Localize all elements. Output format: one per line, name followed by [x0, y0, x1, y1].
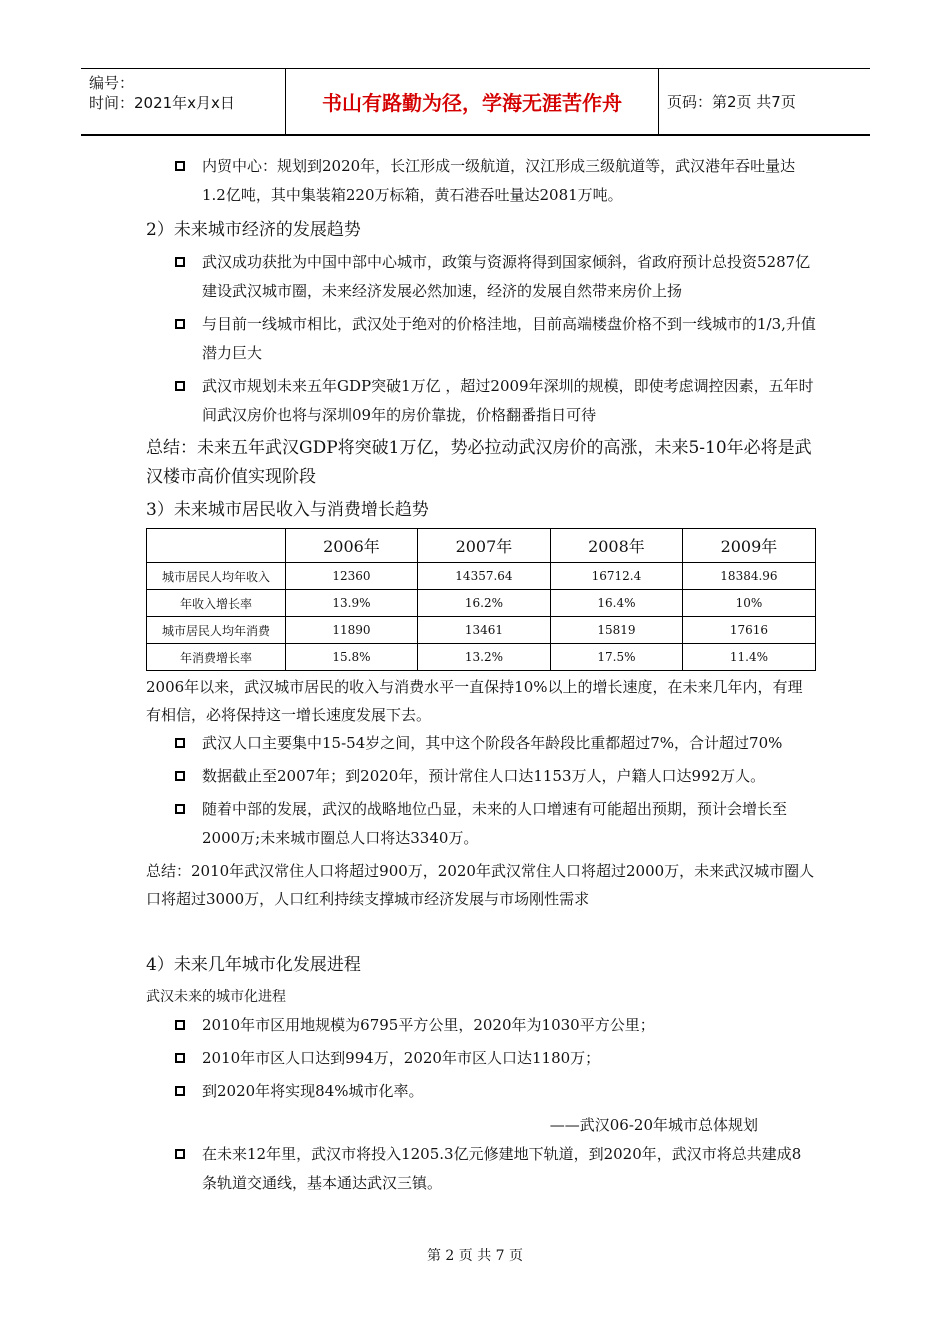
table-cell: 13461 [417, 617, 550, 644]
list-item: 到2020年将实现84%城市化率。 [146, 1077, 816, 1106]
table-cell: 11890 [286, 617, 418, 644]
checkbox-square-icon [175, 1053, 185, 1063]
table-cell: 13.2% [417, 644, 550, 671]
table-row [147, 644, 816, 671]
list-item: 与目前一线城市相比，武汉处于绝对的价格洼地，目前高端楼盘价格不到一线城市的1/3,升值潜力巨大 [146, 310, 816, 368]
section-heading: 2）未来城市经济的发展趋势 [146, 220, 361, 240]
checkbox-square-icon [175, 771, 185, 781]
list-item: 内贸中心：规划到2020年，长江形成一级航道，汉江形成三级航道等，武汉港年吞吐量达1.2亿吨，其中集装箱220万标箱，黄石港吞吐量达2081万吨。 [146, 152, 816, 210]
table-cell: 年消费增长率 [147, 644, 286, 671]
list-item: 在未来12年里，武汉市将投入1205.3亿元修建地下轨道，到2020年，武汉市将总共建成8条轨道交通线，基本通达武汉三镇。 [146, 1140, 816, 1198]
section-subtitle: 武汉未来的城市化进程 [146, 989, 286, 1005]
table-cell: 12360 [286, 563, 418, 590]
section-summary: 总结：2010年武汉常住人口将超过900万，2020年武汉常住人口将超过2000万，未来武汉城市圈人口将超过3000万，人口红利持续支撑城市经济发展与市场刚性需求 [146, 862, 815, 908]
checkbox-square-icon [175, 161, 185, 171]
table-cell: 城市居民人均年收入 [147, 563, 286, 590]
table-row [147, 590, 816, 617]
table-cell: 年收入增长率 [147, 590, 286, 617]
table-cell: 13.9% [286, 590, 418, 617]
checkbox-square-icon [175, 804, 185, 814]
section-heading: 4）未来几年城市化发展进程 [146, 955, 361, 975]
page-footer: 第 2 页 共 7 页 [426, 1248, 524, 1264]
table-cell: 17.5% [550, 644, 682, 671]
checkbox-square-icon [175, 381, 185, 391]
list-item: 武汉人口主要集中15-54岁之间，其中这个阶段各年龄段比重都超过7%，合计超过70% [146, 729, 816, 758]
table-header-cell: 2006年 [286, 529, 418, 563]
checkbox-square-icon [175, 1086, 185, 1096]
list-item: 数据截止至2007年；到2020年，预计常住人口达1153万人，户籍人口达992万人。 [146, 762, 816, 791]
header-motto: 书山有路勤为径，学海无涯苦作舟 [286, 69, 659, 134]
document-body [146, 152, 816, 1202]
list-item: 武汉市规划未来五年GDP突破1万亿 ，超过2009年深圳的规模，即使考虑调控因素，五年时间武汉房价也将与深圳09年的房价靠拢，价格翻番指日可待 [146, 372, 816, 430]
table-row [147, 617, 816, 644]
list-item: 武汉成功获批为中国中部中心城市，政策与资源将得到国家倾斜，省政府预计总投资5287亿建设武汉城市圈，未来经济发展必然加速，经济的发展自然带来房价上扬 [146, 248, 816, 306]
document-date-label: 时间：2021年x月x日 [89, 94, 235, 112]
table-cell: 15819 [550, 617, 682, 644]
checkbox-square-icon [175, 1149, 185, 1159]
checkbox-square-icon [175, 738, 185, 748]
table-header-cell: 2007年 [417, 529, 550, 563]
section-heading: 3）未来城市居民收入与消费增长趋势 [146, 500, 429, 520]
source-attribution: ——武汉06-20年城市总体规划 [549, 1116, 758, 1134]
table-cell: 15.8% [286, 644, 418, 671]
checkbox-square-icon [175, 257, 185, 267]
document-number-label: 编号： [89, 74, 135, 92]
header-page-number: 页码：第2页 共7页 [667, 93, 796, 111]
table-header-cell: 2008年 [550, 529, 682, 563]
table-cell: 18384.96 [682, 563, 815, 590]
table-cell: 17616 [682, 617, 815, 644]
list-item: 2010年市区人口达到994万，2020年市区人口达1180万； [146, 1044, 816, 1073]
table-row [147, 563, 816, 590]
table-header-cell [147, 529, 286, 563]
table-header-row [147, 529, 816, 563]
page-header [81, 68, 870, 136]
list-item: 随着中部的发展，武汉的战略地位凸显，未来的人口增速有可能超出预期，预计会增长至2000万;未来城市圈总人口将达3340万。 [146, 795, 816, 853]
table-cell: 10% [682, 590, 815, 617]
table-cell: 16712.4 [550, 563, 682, 590]
table-cell: 14357.64 [417, 563, 550, 590]
table-cell: 16.4% [550, 590, 682, 617]
table-cell: 16.2% [417, 590, 550, 617]
checkbox-square-icon [175, 1020, 185, 1030]
table-header-cell: 2009年 [682, 529, 815, 563]
table-cell: 11.4% [682, 644, 815, 671]
table-cell: 城市居民人均年消费 [147, 617, 286, 644]
section-summary: 总结：未来五年武汉GDP将突破1万亿，势必拉动武汉房价的高涨，未来5-10年必将是武汉楼市高价值实现阶段 [146, 438, 812, 487]
checkbox-square-icon [175, 319, 185, 329]
income-consumption-table [146, 528, 816, 671]
header-meta [81, 69, 286, 134]
list-item: 2010年市区用地规模为6795平方公里，2020年为1030平方公里； [146, 1011, 816, 1040]
paragraph: 2006年以来，武汉城市居民的收入与消费水平一直保持10%以上的增长速度，在未来几年内，有理有相信，必将保持这一增长速度发展下去。 [146, 678, 803, 724]
